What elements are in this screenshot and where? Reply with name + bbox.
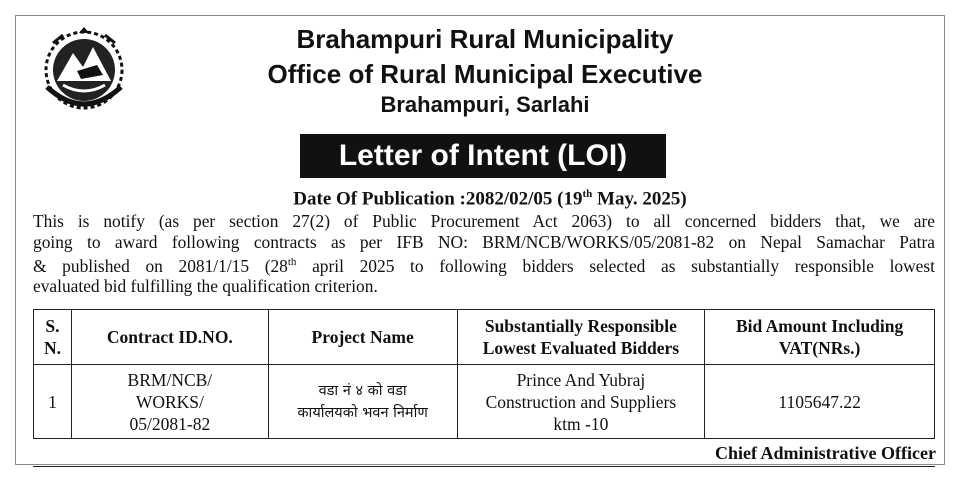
cell-amount: 1105647.22 bbox=[705, 365, 935, 439]
cell-bidder bbox=[457, 365, 705, 439]
header-amount-line1: Bid Amount Including bbox=[735, 316, 904, 336]
cell-contract-line1: BRM/NCB/ bbox=[127, 369, 213, 390]
award-table bbox=[33, 309, 935, 439]
cell-contract-line3: 05/2081-82 bbox=[129, 413, 211, 434]
header-sn bbox=[34, 310, 72, 365]
notice-line-4: evaluated bid fulfilling the qualification criterion. bbox=[33, 276, 378, 297]
cell-contract-id bbox=[71, 365, 268, 439]
publication-date-ad-prefix: (19 bbox=[552, 188, 583, 210]
publication-label: Date Of Publication : bbox=[293, 188, 466, 210]
notice-line-3-a: & published on 2081/1/15 (28 bbox=[33, 255, 288, 276]
header-bidder-line1: Substantially Responsible bbox=[484, 316, 677, 336]
office-location: Brahampuri, Sarlahi bbox=[380, 92, 590, 117]
header-contract-id: Contract ID.NO. bbox=[71, 310, 268, 365]
publication-date-ad-suffix: May. 2025) bbox=[592, 188, 687, 210]
cell-project-line2: कार्यालयको भवन निर्माण bbox=[297, 404, 428, 421]
cell-bidder-line2: Construction and Suppliers bbox=[485, 391, 677, 412]
header-project-name: Project Name bbox=[268, 310, 457, 365]
notice-paragraph bbox=[33, 211, 935, 297]
cell-project-line1: वडा नं ४ को वडा bbox=[318, 382, 407, 399]
cell-project-name bbox=[268, 365, 457, 439]
notice-line-3-sup: th bbox=[287, 256, 297, 268]
publication-date-ad-sup: th bbox=[582, 188, 593, 200]
header-bidder-line2: Lowest Evaluated Bidders bbox=[482, 338, 680, 358]
header-bidder bbox=[457, 310, 705, 365]
notice-line-3-b: april 2025 to following bidders selected as substantially responsible lowest bbox=[296, 255, 935, 276]
office-name: Office of Rural Municipal Executive bbox=[267, 59, 703, 89]
publication-date-bs: 2082/02/05 bbox=[465, 188, 553, 210]
notice-line-1: This is notify (as per section 27(2) of Public Procurement Act 2063) to all concerned bidders that, we are bbox=[33, 211, 935, 231]
cell-bidder-line3: ktm -10 bbox=[553, 413, 609, 434]
header-amount bbox=[705, 310, 935, 365]
header-sn-line2: N. bbox=[43, 338, 61, 358]
table-row bbox=[34, 365, 935, 439]
cell-sn: 1 bbox=[34, 365, 72, 439]
nepal-government-emblem-icon bbox=[33, 25, 135, 115]
bottom-rule bbox=[33, 466, 935, 467]
signatory: Chief Administrative Officer bbox=[715, 443, 936, 463]
publication-date bbox=[240, 188, 740, 210]
table-header-row bbox=[34, 310, 935, 365]
header-sn-line1: S. bbox=[45, 316, 60, 336]
cell-contract-line2: WORKS/ bbox=[135, 391, 204, 412]
header-amount-line2: VAT(NRs.) bbox=[778, 338, 861, 358]
cell-bidder-line1: Prince And Yubraj bbox=[516, 369, 646, 390]
municipality-name: Brahampuri Rural Municipality bbox=[296, 24, 674, 54]
notice-line-3 bbox=[33, 252, 935, 276]
document-title: Letter of Intent (LOI) bbox=[300, 134, 666, 178]
notice-line-2: going to award following contracts as per IFB NO: BRM/NCB/WORKS/05/2081-82 on Nepal Samachar Patra bbox=[33, 231, 935, 252]
